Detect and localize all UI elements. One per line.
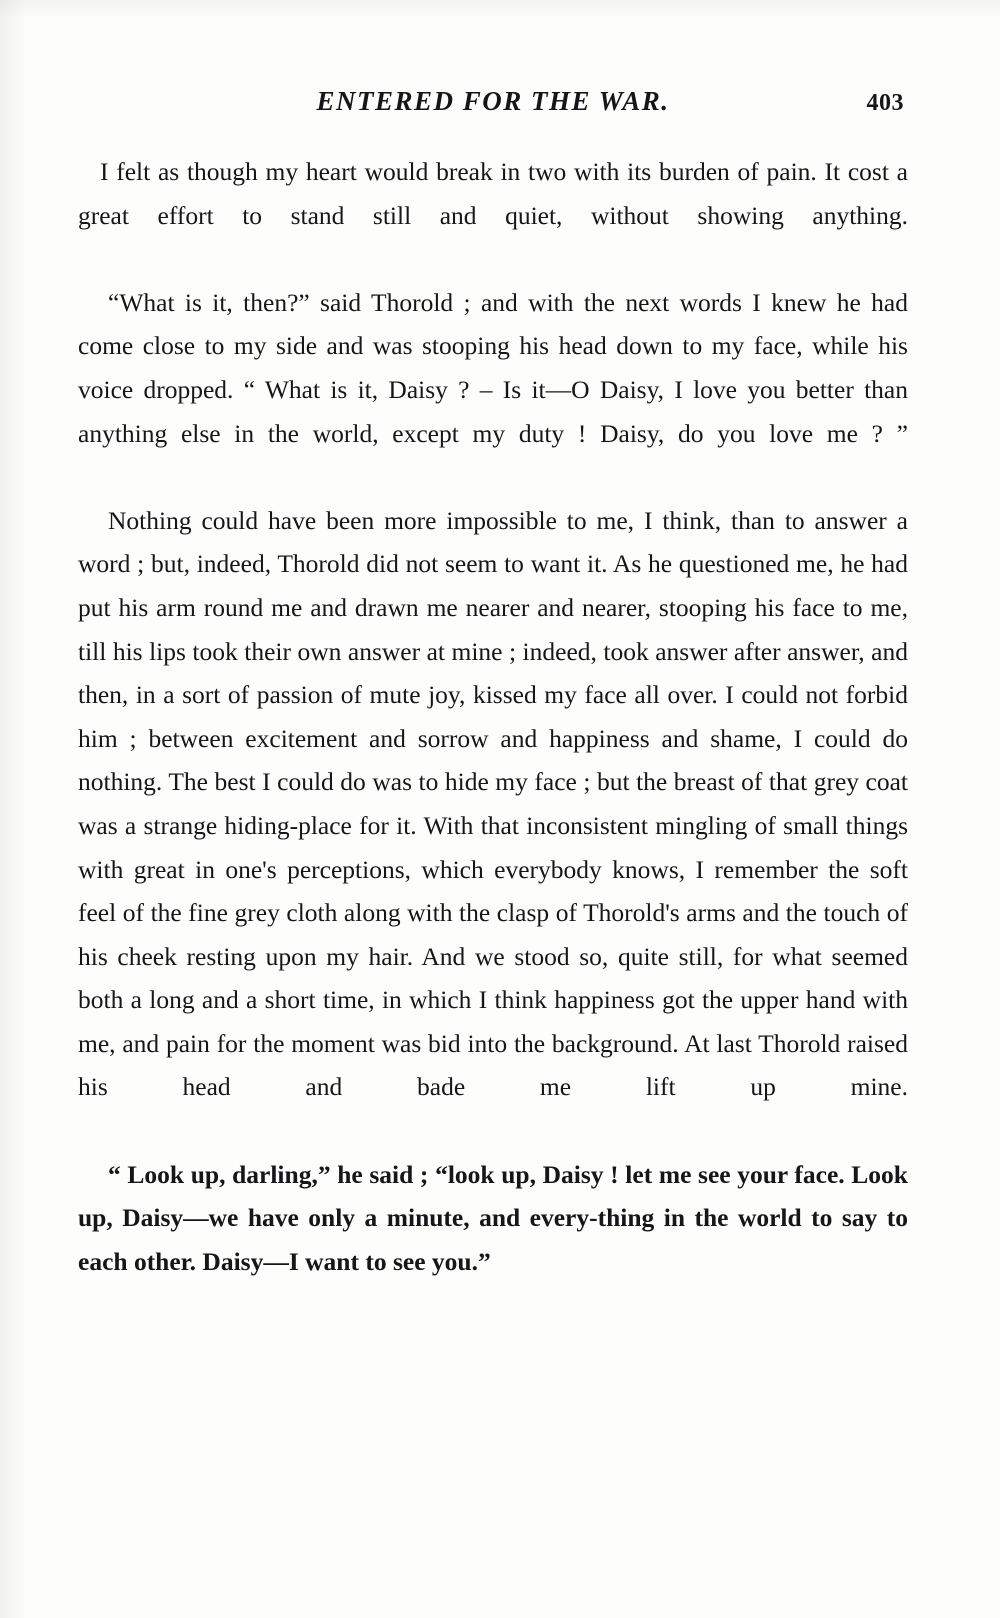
running-head-title: ENTERED FOR THE WAR. <box>316 86 670 116</box>
page-number: 403 <box>866 90 904 116</box>
paragraph: I felt as though my heart would break in two with its burden of pain. It cost a great effort to stand still and quiet, without showing anything. <box>78 157 908 230</box>
page-edge-shadow-left <box>0 0 26 1618</box>
page-content <box>78 80 908 1283</box>
paragraph: “ Look up, darling,” he said ; “look up, Daisy ! let me see your face. Look up, Daisy—we have only a minute, and every-thing in the world to say to each other. Daisy—I want to see you.” <box>78 1159 908 1276</box>
page-header <box>78 80 908 136</box>
body-text <box>78 150 908 1283</box>
paragraph: Nothing could have been more impossible to me, I think, than to answer a word ; but, indeed, Thorold did not seem to want it. As he questioned me, he had put his arm round me and drawn me nearer and nearer, stooping his face to me, till his lips took their own answer at mine ; indeed, took answer after answer, and then, in a sort of passion of mute joy, kissed my face all over. I could not forbid him ; between excitement and sorrow and happiness and shame, I could do nothing. The best I could do was to hide my face ; but the breast of that grey coat was a strange hiding-place for it. With that inconsistent mingling of small things with great in one's perceptions, which everybody knows, I remember the soft feel of the fine grey cloth along with the clasp of Thorold's arms and the touch of his cheek resting upon my hair. And we stood so, quite still, for what seemed both a long and a short time, in which I think happiness got the upper hand with me, and pain for the moment was bid into the background. At last Thorold raised his head and bade me lift up mine. <box>78 505 908 1102</box>
page-edge-shadow-top <box>0 0 1000 18</box>
paragraph: “What is it, then?” said Thorold ; and with the next words I knew he had come close to my side and was stooping his head down to my face, while his voice dropped. “ What is it, Daisy ? – Is it—O Daisy, I love you better than anything else in the world, except my duty ! Daisy, do you love me ? ” <box>78 287 908 448</box>
